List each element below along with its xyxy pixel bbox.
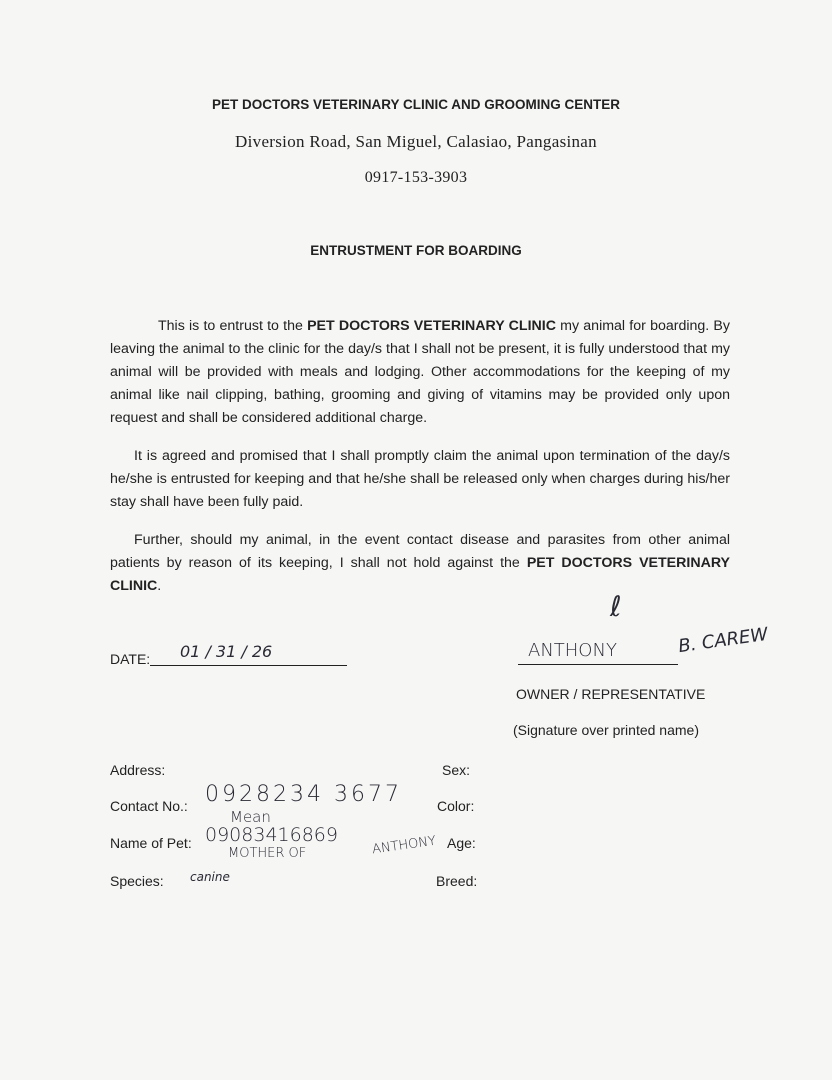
age-label: Age:	[447, 835, 476, 851]
color-label: Color:	[437, 798, 475, 814]
sex-label: Sex:	[442, 762, 471, 778]
contact-label: Contact No.:	[110, 798, 188, 814]
clinic-name-bold: PET DOCTORS VETERINARY CLINIC	[110, 555, 730, 594]
printed-name-extra: B. CAREW	[676, 623, 770, 658]
pet-note-relation: MOTHER OF	[228, 846, 307, 861]
paragraph-1	[110, 315, 730, 430]
species-label: Species:	[110, 873, 164, 889]
breed-label: Breed:	[436, 873, 478, 889]
printed-name: ANTHONY	[528, 640, 617, 661]
signature-mark: ℓ	[610, 590, 622, 623]
clinic-address: Diversion Road, San Miguel, Calasiao, Pangasinan	[235, 132, 597, 151]
date-label: DATE:	[110, 651, 151, 667]
clinic-name: PET DOCTORS VETERINARY CLINIC AND GROOMING CENTER	[211, 97, 621, 112]
text: my animal for boarding. By leaving the animal to the clinic for the day/s that I shall not be present, it is fully understood that my animal will be provided with meals and lodging. Other accommodations for the keeping of my animal like nail clipping, bathing, grooming and giving of vitamins may be provided only upon request and shall be considered additional charge.	[110, 318, 730, 426]
paragraph-3	[110, 529, 730, 598]
date-value: 01 / 31 / 26	[180, 642, 273, 661]
species-value: canine	[190, 870, 230, 884]
signature-line	[518, 663, 678, 665]
pet-note-name: ANTHONY	[371, 833, 437, 858]
document-title: ENTRUSTMENT FOR BOARDING	[310, 243, 522, 258]
paragraph-2: It is agreed and promised that I shall promptly claim the animal upon termination of the day/s he/she is entrusted for keeping and that he/she shall be released only when charges during his/her stay shall have been fully paid.	[110, 448, 730, 510]
signature-sublabel: (Signature over printed name)	[513, 722, 699, 738]
contact-value: 0928234 3677	[205, 782, 402, 807]
owner-label: OWNER / REPRESENTATIVE	[516, 686, 706, 702]
text: .	[157, 578, 162, 594]
address-label: Address:	[110, 762, 166, 778]
clinic-name-bold: PET DOCTORS VETERINARY CLINIC	[307, 318, 556, 334]
date-line	[150, 664, 347, 666]
text: This is to entrust to the	[158, 318, 308, 334]
pet-note-phone: 09083416869	[205, 824, 338, 846]
pet-name-value: Mean	[230, 808, 271, 826]
pet-name-label: Name of Pet:	[110, 835, 192, 851]
clinic-phone: 0917-153-3903	[364, 169, 468, 186]
text: Further, should my animal, in the event contact disease and parasites from other animal patients by reason of its keeping, I shall not hold against the	[110, 532, 730, 571]
